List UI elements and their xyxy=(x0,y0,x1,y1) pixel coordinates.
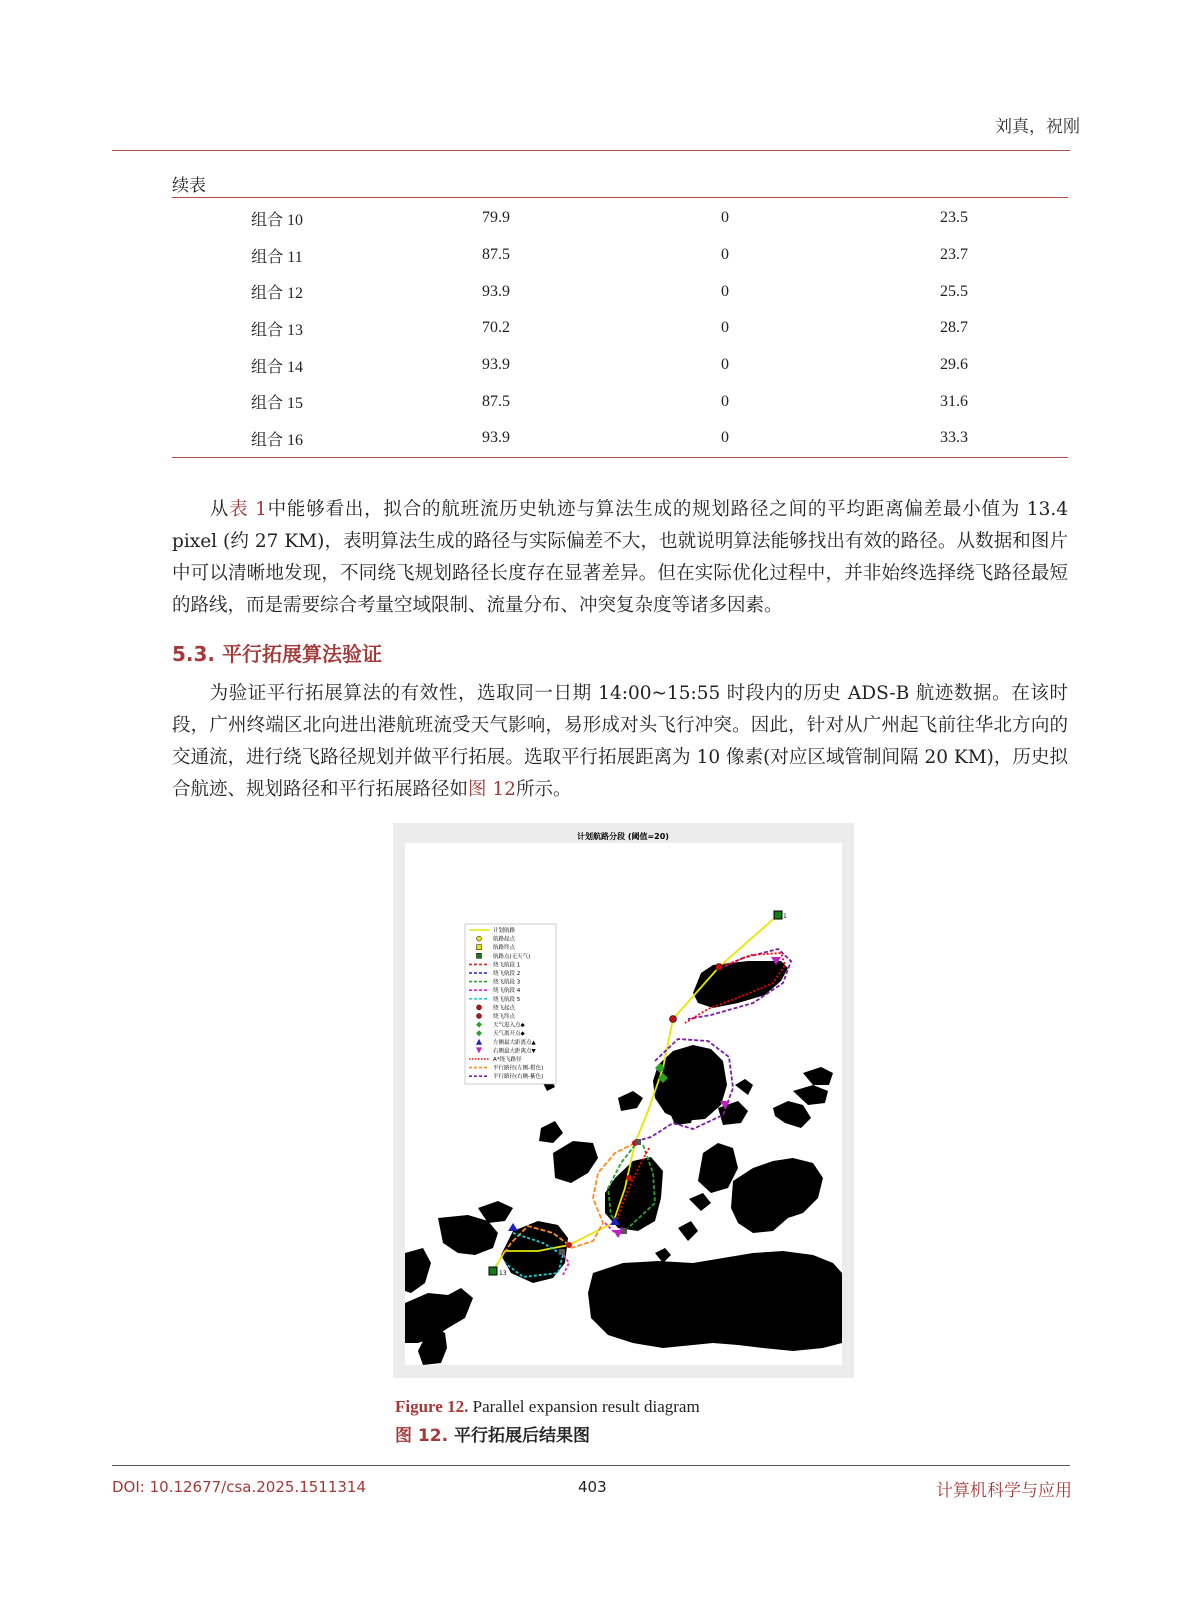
route-end-marker xyxy=(489,1267,497,1275)
route-plot xyxy=(393,823,854,1378)
waypoint-marker xyxy=(635,1139,641,1145)
table-continued-label: 续表 xyxy=(172,176,206,196)
table-cell: 31.6 xyxy=(940,392,968,410)
table-row xyxy=(172,383,1068,420)
footer-rule xyxy=(112,1465,1070,1466)
table-1-link[interactable]: 表 1 xyxy=(229,499,267,520)
legend-label: 绕飞航段 3 xyxy=(493,979,521,986)
route-start-marker xyxy=(774,911,782,919)
table-cell: 0 xyxy=(721,246,729,264)
table-cell: 79.9 xyxy=(482,209,510,227)
detour-marker xyxy=(566,1242,572,1248)
table-cell: 组合 13 xyxy=(250,321,303,339)
table-row xyxy=(172,273,1068,310)
node-label-13: 13 xyxy=(499,1270,507,1277)
results-table xyxy=(172,200,1068,457)
table-cell: 25.5 xyxy=(940,282,968,300)
figure-12-link[interactable]: 图 12 xyxy=(468,779,516,800)
legend-label: 计划航路 xyxy=(493,928,516,934)
table-cell: 93.9 xyxy=(482,282,510,300)
legend-label: 平行路径(右侧-紫色) xyxy=(493,1074,544,1081)
caption-cn-text: 平行拓展后结果图 xyxy=(448,1426,590,1446)
table-cell: 0 xyxy=(721,392,729,410)
legend-label: 右侧最大距离点▼ xyxy=(493,1048,536,1055)
table-cell: 0 xyxy=(721,356,729,374)
table-cell: 组合 15 xyxy=(250,395,303,413)
caption-cn-label: 图 12. xyxy=(395,1426,449,1446)
legend-swatch xyxy=(477,1005,482,1010)
legend-label: 绕飞航段 5 xyxy=(493,996,521,1003)
legend-label: 绕飞起点 xyxy=(493,1005,516,1012)
table-cell: 93.9 xyxy=(482,429,510,447)
table-cell: 组合 16 xyxy=(250,431,303,449)
table-cell: 87.5 xyxy=(482,246,510,264)
figure-caption-en xyxy=(395,1397,700,1417)
table-cell: 23.5 xyxy=(940,209,968,227)
table-row xyxy=(172,310,1068,347)
figure-12 xyxy=(393,823,854,1378)
table-cell: 70.2 xyxy=(482,319,510,337)
table-row xyxy=(172,347,1068,384)
table-cell: 0 xyxy=(721,282,729,300)
table-cell: 87.5 xyxy=(482,392,510,410)
section-heading: 5.3. 平行拓展算法验证 xyxy=(172,642,382,666)
table-row xyxy=(172,420,1068,457)
table-cell: 组合 14 xyxy=(250,358,303,376)
header-rule xyxy=(112,150,1070,151)
table-cell: 0 xyxy=(721,319,729,337)
table-cell: 29.6 xyxy=(940,356,968,374)
page-number: 403 xyxy=(578,1478,607,1496)
legend-label: 天气离开点◆ xyxy=(493,1031,525,1038)
detour-marker xyxy=(626,1175,632,1181)
caption-en-label: Figure 12. xyxy=(395,1397,469,1416)
para1-text-post: 中能够看出，拟合的航班流历史轨迹与算法生成的规划路径之间的平均距离偏差最小值为 13.4 pixel (约 27 KM)，表明算法生成的路径与实际偏差不大，也就说明算法能够找出有效的路径。从数据和图片中可以清晰地发现，不同绕飞规划路径长度存在显著差异。但在实际优化过程中，并非始终选择绕飞路径最短的路线，而是需要综合考量空域限制、流量分布、冲突复杂度等诸多因素。 xyxy=(172,499,1068,616)
figure-caption-cn xyxy=(395,1421,590,1446)
legend-label: 绕飞航段 1 xyxy=(493,962,521,969)
legend-label: 天气进入点◆ xyxy=(493,1022,525,1029)
legend-swatch xyxy=(477,945,482,950)
footer-doi[interactable]: DOI: 10.12677/csa.2025.1511314 xyxy=(112,1478,366,1496)
table-bottom-rule xyxy=(172,457,1068,458)
legend-label: 左侧最大距离点▲ xyxy=(493,1039,536,1046)
legend-swatch xyxy=(477,953,482,958)
legend-label: 绕飞航段 4 xyxy=(493,988,521,995)
table-cell: 组合 10 xyxy=(250,211,303,229)
legend-label: 平行路径(左侧-橙色) xyxy=(493,1065,544,1072)
table-row xyxy=(172,237,1068,274)
legend-label: 绕飞航段 2 xyxy=(493,971,521,977)
para1-text-pre: 从 xyxy=(209,499,230,520)
table-cell: 33.3 xyxy=(940,429,968,447)
caption-en-text: Parallel expansion result diagram xyxy=(468,1397,700,1416)
para2-text-post: 所示。 xyxy=(515,779,572,800)
plot-legend xyxy=(465,924,556,1084)
legend-swatch xyxy=(477,936,482,941)
paragraph-analysis xyxy=(172,494,1068,622)
table-cell: 93.9 xyxy=(482,356,510,374)
para2-text-pre: 为验证平行拓展算法的有效性，选取同一日期 14:00~15:55 时段内的历史 ADS-B 航迹数据。在该时段，广州终端区北向进出港航班流受天气影响，易形成对头飞行冲突。因此，针对从广州起飞前往华北方向的交通流，进行绕飞路径规划并做平行拓展。选取平行拓展距离为 10 像素(对应区域管制间隔 20 KM)，历史拟合航迹、规划路径和平行拓展路径如 xyxy=(172,683,1068,800)
legend-label: A*绕飞路径 xyxy=(493,1057,522,1063)
header-authors: 刘真，祝刚 xyxy=(995,117,1080,137)
table-top-rule xyxy=(172,197,1068,198)
detour-start-marker xyxy=(716,964,723,971)
footer-journal: 计算机科学与应用 xyxy=(936,1481,1072,1501)
table-cell: 0 xyxy=(721,209,729,227)
plot-title: 计划航路分段 (阈值=20) xyxy=(577,832,669,841)
legend-label: 航路起点 xyxy=(493,936,516,943)
table-cell: 23.7 xyxy=(940,246,968,264)
table-cell: 组合 11 xyxy=(251,248,303,266)
node-label-1: 1 xyxy=(783,913,787,920)
paragraph-method xyxy=(172,678,1068,806)
waypoint-marker xyxy=(559,1249,565,1255)
detour-end-marker xyxy=(670,1016,677,1023)
table-row xyxy=(172,200,1068,237)
table-cell: 0 xyxy=(721,429,729,447)
legend-label: 航路点(无天气) xyxy=(493,953,531,960)
table-cell: 组合 12 xyxy=(250,285,303,303)
waypoint-marker xyxy=(621,1228,627,1234)
table-cell: 28.7 xyxy=(940,319,968,337)
legend-label: 绕飞终点 xyxy=(493,1014,516,1020)
legend-label: 航路终点 xyxy=(493,945,516,952)
legend-swatch xyxy=(477,1014,482,1019)
